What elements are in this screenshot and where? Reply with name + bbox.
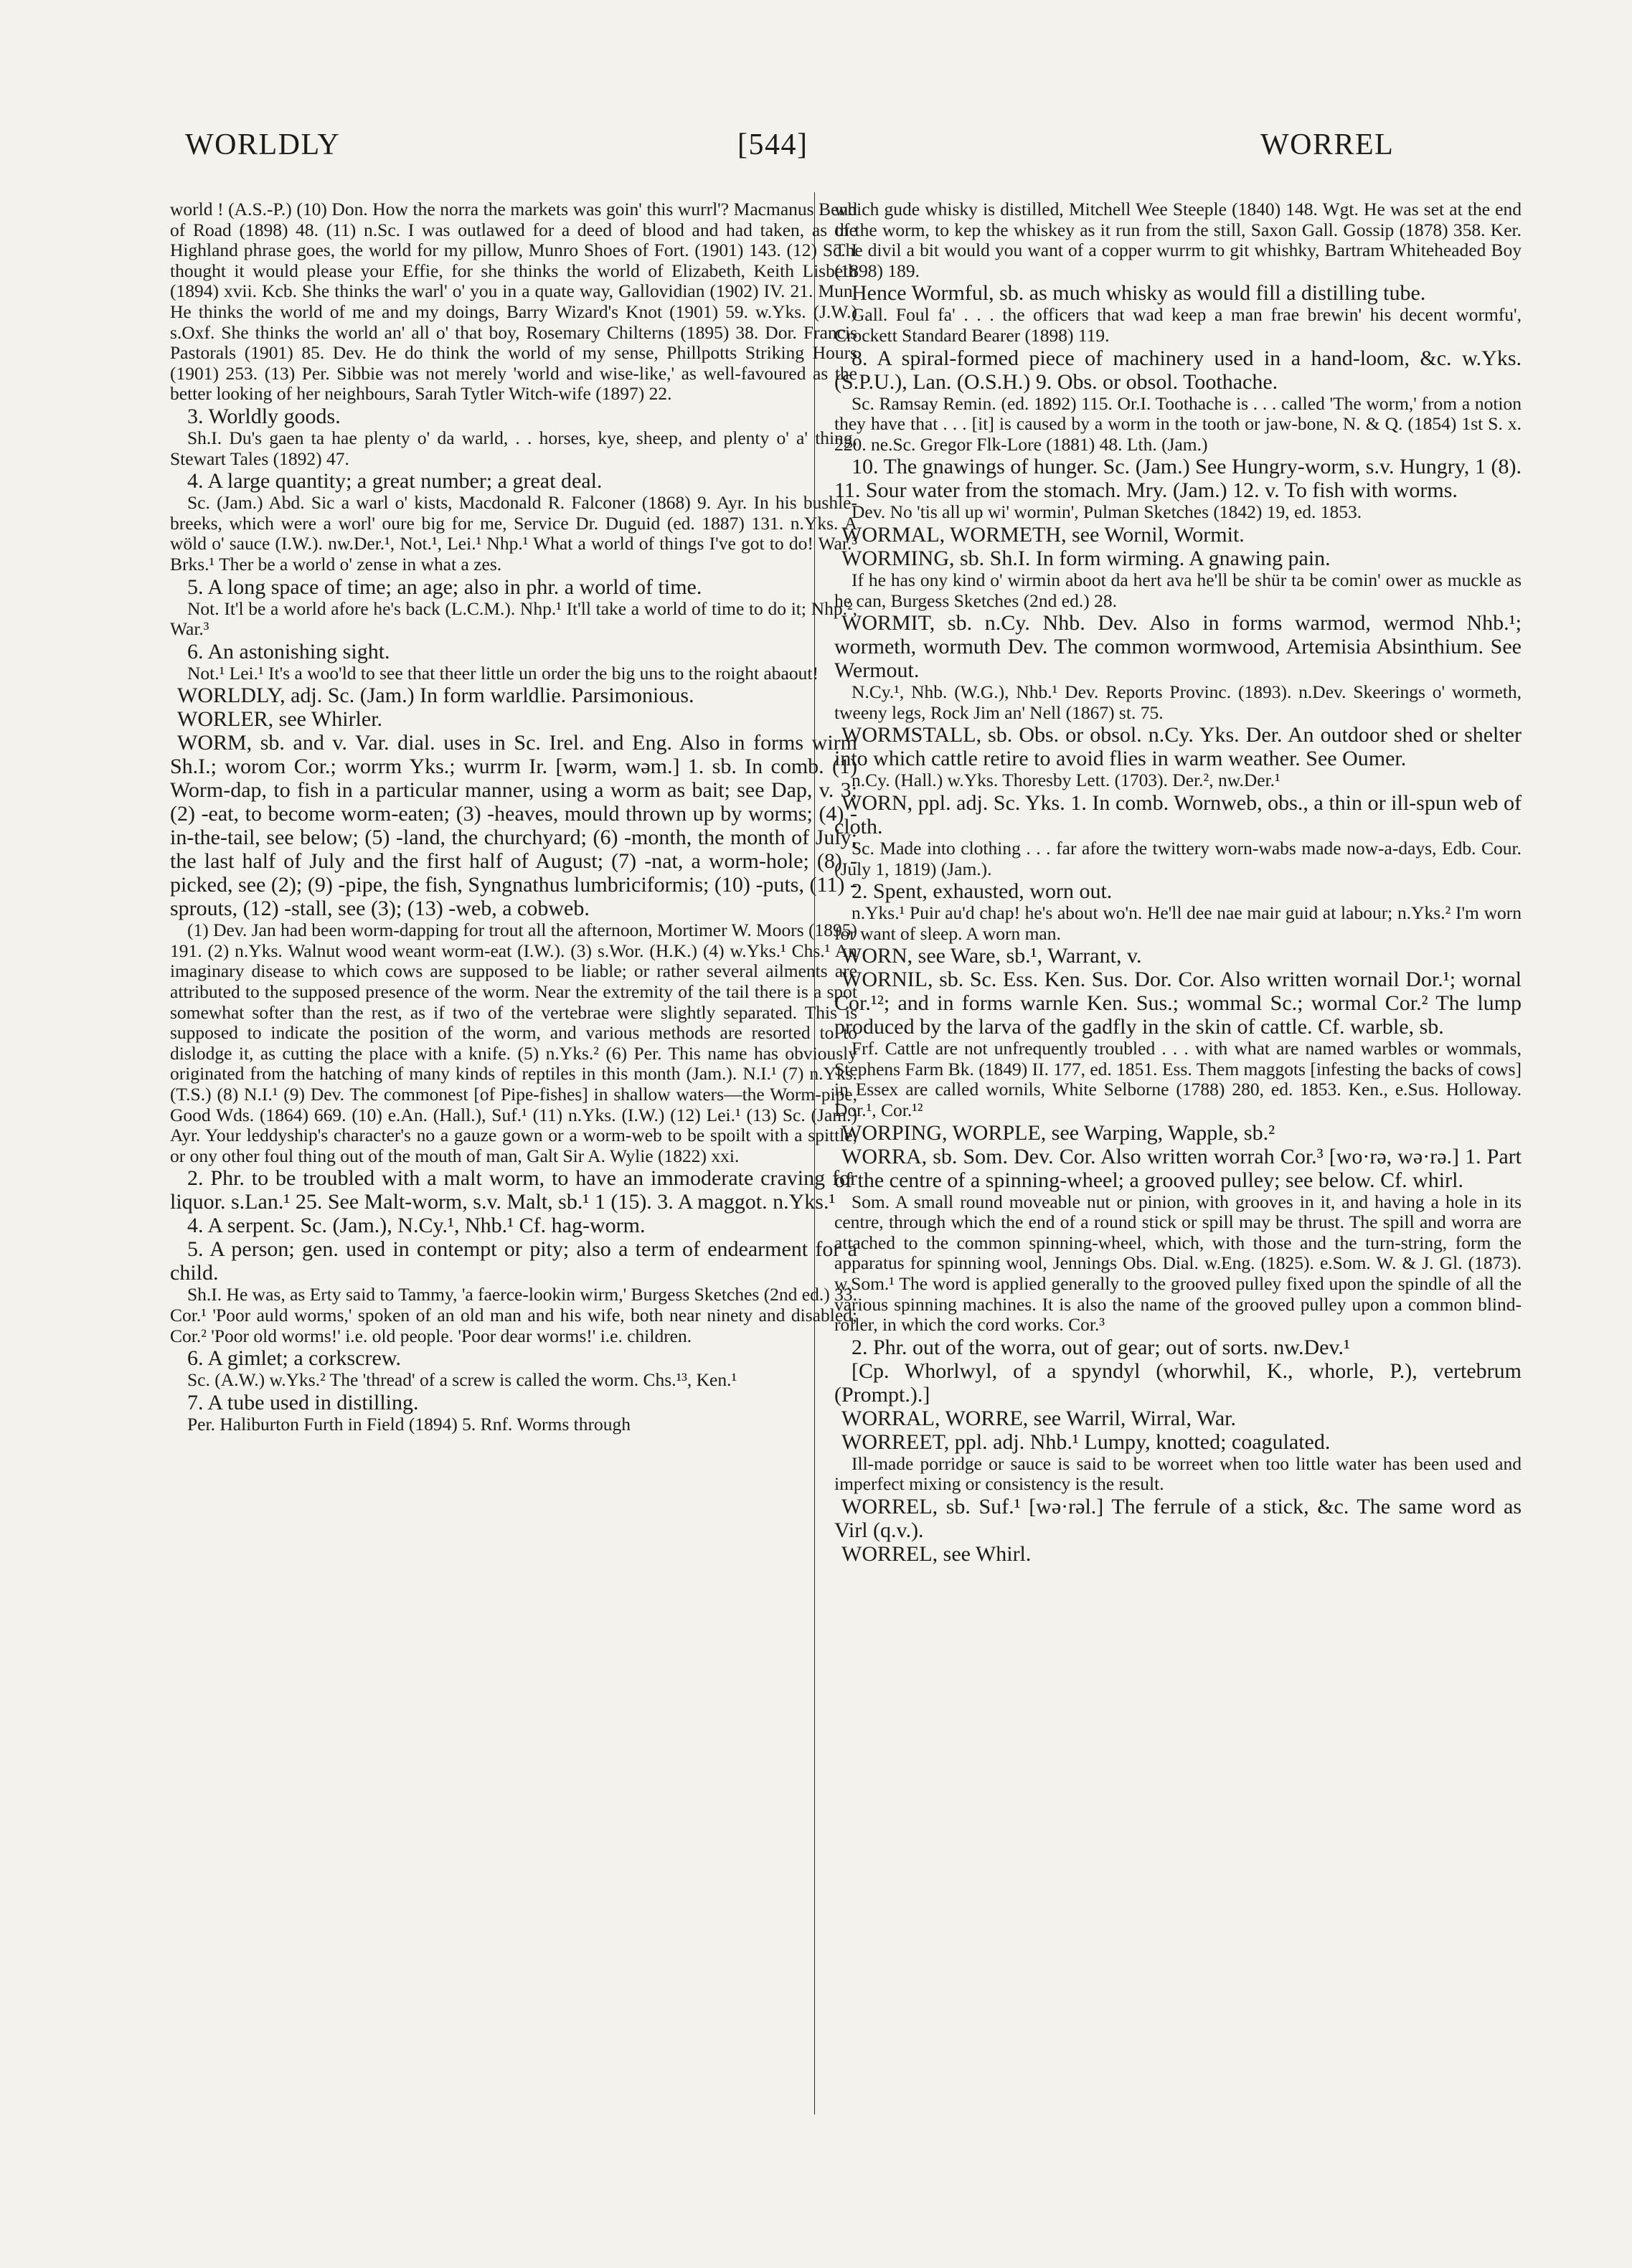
citation-paragraph: Not.¹ Lei.¹ It's a woo'ld to see that theer little un order the big uns to the roight abaout! [187,662,819,684]
page-number: [544] [737,128,808,161]
citation-paragraph: Sc. Made into clothing . . . far afore the twittery worn-wabs made now-a-days, Edb. Cour. (July 1, 1819) (Jam.). [834,837,1522,879]
entry-paragraph: WORREET, ppl. adj. Nhb.¹ Lumpy, knotted; coagulated. [841,1430,1331,1454]
entry-paragraph: 5. A long space of time; an age; also in phr. a world of time. [187,575,702,599]
entry-paragraph: WORLER, see Whirler. [177,707,383,732]
citation-paragraph: N.Cy.¹, Nhb. (W.G.), Nhb.¹ Dev. Reports Provinc. (1893). n.Dev. Skeerings o' wormeth, tweeny legs, Rock Jim an' Nell (1867) st. 75. [834,681,1522,723]
citation-paragraph: Sh.I. Du's gaen ta hae plenty o' da warld, . . horses, kye, sheep, and plenty o' a' thing, Stewart Tales (1892) 47. [170,427,857,469]
entry-paragraph: WORNIL, sb. Sc. Ess. Ken. Sus. Dor. Cor. Also written wornail Dor.¹; wornal Cor.¹²; and in forms warnle Ken. Sus.; wommal Sc.; wormal Cor.² The lump produced by the larva of the gadfly in the skin of cattle. Cf. warble, sb. [834,968,1522,1039]
entry-paragraph: WORMSTALL, sb. Obs. or obsol. n.Cy. Yks. Der. An outdoor shed or shelter into which cattle retire to avoid flies in warm weather. See Oumer. [834,723,1522,771]
right-column [834,199,1522,1566]
citation-paragraph: Sc. (A.W.) w.Yks.² The 'thread' of a screw is called the worm. Chs.¹³, Ken.¹ [187,1369,737,1391]
citation-paragraph: n.Yks.¹ Puir au'd chap! he's about wo'n. He'll dee nae mair guid at labour; n.Yks.² I'm worn for want of sleep. A worn man. [834,902,1522,944]
header-right-headword: WORREL [1260,128,1395,161]
citation-paragraph: Per. Haliburton Furth in Field (1894) 5. Rnf. Worms through [187,1413,631,1435]
entry-paragraph: WORMIT, sb. n.Cy. Nhb. Dev. Also in forms warmod, wermod Nhb.¹; wormeth, wormuth Dev. The common wormwood, Artemisia Absinthium. See Wermout. [834,611,1522,683]
entry-paragraph: 2. Phr. out of the worra, out of gear; out of sorts. nw.Dev.¹ [852,1335,1350,1359]
entry-paragraph: WORLDLY, adj. Sc. (Jam.) In form warldlie. Parsimonious. [177,684,694,708]
entry-paragraph: WORREL, sb. Suf.¹ [wə·rəl.] The ferrule of a stick, &c. The same word as Virl (q.v.). [834,1495,1522,1542]
citation-paragraph: Sc. (Jam.) Abd. Sic a warl o' kists, Macdonald R. Falconer (1868) 9. Ayr. In his bushle-breeks, which were a worl' oure big for me, Service Dr. Duguid (ed. 1887) 131. n.Yks. A wöld o' sauce (I.W.). nw.Der.¹, Not.¹, Lei.¹ Nhp.¹ What a world of things I've got to do! War.³ Brks.¹ Ther be a world o' zense in what a zes. [170,492,857,575]
entry-paragraph: 6. A gimlet; a corkscrew. [187,1346,401,1371]
entry-paragraph: 7. A tube used in distilling. [187,1390,419,1414]
entry-paragraph: 10. The gnawings of hunger. Sc. (Jam.) See Hungry-worm, s.v. Hungry, 1 (8). 11. Sour water from the stomach. Mry. (Jam.) 12. v. To fish with worms. [834,455,1522,503]
entry-paragraph: WORMING, sb. Sh.I. In form wirming. A gnawing pain. [841,546,1331,570]
citation-paragraph: which gude whisky is distilled, Mitchell Wee Steeple (1840) 148. Wgt. He was set at the end of the worm, to kep the whiskey as it run from the still, Saxon Gall. Gossip (1878) 358. Ker. The divil a bit would you want of a copper wurrm to git whishky, Bartram Whiteheaded Boy (1898) 189. [834,199,1522,281]
entry-paragraph: 8. A spiral-formed piece of machinery used in a hand-loom, &c. w.Yks. (S.P.U.), Lan. (O.S.H.) 9. Obs. or obsol. Toothache. [834,346,1522,394]
entry-paragraph: 4. A serpent. Sc. (Jam.), N.Cy.¹, Nhb.¹ Cf. hag-worm. [187,1214,646,1238]
citation-paragraph: n.Cy. (Hall.) w.Yks. Thoresby Lett. (1703). Der.², nw.Der.¹ [852,770,1280,791]
entry-paragraph: 6. An astonishing sight. [187,639,390,663]
entry-paragraph: WORRAL, WORRE, see Warril, Wirral, War. [841,1406,1236,1430]
citation-paragraph: Frf. Cattle are not unfrequently troubled . . . with what are named warbles or wommals, Stephens Farm Bk. (1849) II. 177, ed. 1851. Ess. Them maggots [infesting the backs of cows] in Essex are called wornils, White Selborne (1788) 280, ed. 1853. Ken., e.Sus. Holloway. Dor.¹, Cor.¹² [834,1038,1522,1121]
citation-paragraph: Gall. Foul fa' . . . the officers that wad keep a man frae brewin' his decent wormfu', Crockett Standard Bearer (1898) 119. [834,304,1522,346]
citation-paragraph: (1) Dev. Jan had been worm-dapping for trout all the afternoon, Mortimer W. Moors (1895) 191. (2) n.Yks. Walnut wood weant worm-eat (I.W.). (3) s.Wor. (H.K.) (4) w.Yks.¹ Chs.¹ An imaginary disease to which cows are supposed to be liable; or rather several ailments are attributed to the supposed presence of the worm. Near the extremity of the tail there is a spot somewhat softer than the rest, as if two of the vertebrae were slightly separated. This is supposed to indicate the position of the worm, and various methods are resorted to to dislodge it, as cutting the place with a knife. (5) n.Yks.² (6) Per. This name has obviously originated from the hatching of many kinds of reptiles in this month (Jam.). N.I.¹ (7) n.Yks. (T.S.) (8) N.I.¹ (9) Dev. The commonest [of Pipe-fishes] in shallow waters—the Worm-pipe, Good Wds. (1864) 669. (10) e.An. (Hall.), Suf.¹ (11) n.Yks. (I.W.) (12) Lei.¹ (13) Sc. (Jam.) Ayr. Your leddyship's character's no a gauze gown or a worm-web to be spoilt with a spittle, or ony other foul thing out of the mouth of man, Galt Sir A. Wylie (1822) xxi. [170,920,857,1166]
citation-paragraph: Sc. Ramsay Remin. (ed. 1892) 115. Or.I. Toothache is . . . called 'The worm,' from a notion they have that . . . [it] is caused by a worm in the tooth or jaw-bone, N. & Q. (1854) 1st S. x. 220. ne.Sc. Gregor Flk-Lore (1881) 48. Lth. (Jam.) [834,392,1522,455]
entry-paragraph: 2. Phr. to be troubled with a malt worm, to have an immoderate craving for liquor. s.Lan.¹ 25. See Malt-worm, s.v. Malt, sb.¹ 1 (15). 3. A maggot. n.Yks.¹ [170,1166,857,1214]
citation-paragraph: Som. A small round moveable nut or pinion, with grooves in it, and having a hole in its centre, through which the end of a round stick or spill may be thrust. The spill and worra are attached to the common spinning-wheel, which, with those and the turn-string, form the apparatus for spinning wool, Jennings Obs. Dial. w.Eng. (1825). e.Som. W. & J. Gl. (1873). w.Som.¹ The word is applied generally to the grooved pulley fixed upon the spindle of all the various spinning machines. It is also the name of the grooved pulley upon a common blind-roller, in which the cord works. Cor.³ [834,1191,1522,1336]
citation-paragraph: Not. It'l be a world afore he's back (L.C.M.). Nhp.¹ It'll take a world of time to do it; Nhp.², War.³ [170,597,857,640]
entry-paragraph: WORMAL, WORMETH, see Wornil, Wormit. [841,522,1245,547]
entry-paragraph: 5. A person; gen. used in contempt or pity; also a term of endearment for a child. [170,1237,857,1285]
entry-paragraph: Hence Wormful, sb. as much whisky as would fill a distilling tube. [852,281,1426,306]
citation-paragraph: Sh.I. He was, as Erty said to Tammy, 'a faerce-lookin wirm,' Burgess Sketches (2nd ed.) 33. Cor.¹ 'Poor auld worms,' spoken of an old man and his wife, both near ninety and disabled; Cor.² 'Poor old worms!' i.e. old people. 'Poor dear worms!' i.e. children. [170,1284,857,1346]
citation-paragraph: Ill-made porridge or sauce is said to be worreet when too little water has been used and imperfect mixing or consistency is the result. [834,1452,1522,1495]
entry-paragraph: WORN, ppl. adj. Sc. Yks. 1. In comb. Wornweb, obs., a thin or ill-spun web of cloth. [834,790,1522,838]
entry-paragraph: WORPING, WORPLE, see Warping, Wapple, sb.² [841,1120,1275,1145]
entry-paragraph: [Cp. Whorlwyl, of a spyndyl (whorwhil, K., whorle, P.), vertebrum (Prompt.).] [834,1359,1522,1407]
header-left-headword: WORLDLY [185,128,341,161]
entry-paragraph: 2. Spent, exhausted, worn out. [852,879,1113,904]
entry-paragraph: WORN, see Ware, sb.¹, Warrant, v. [841,944,1142,968]
entry-paragraph: WORM, sb. and v. Var. dial. uses in Sc. Irel. and Eng. Also in forms wirm Sh.I.; worom Cor.; worrm Yks.; wurrm Ir. [wərm, wəm.] 1. sb. In comb. (1) Worm-dap, to fish in a particular manner, using a worm as bait; see Dap, v. 3; (2) -eat, to become worm-eaten; (3) -heaves, mould thrown up by worms; (4) -in-the-tail, see below; (5) -land, the churchyard; (6) -month, the month of July; the last half of July and the first half of August; (7) -nat, a worm-hole; (8) -picked, see (2); (9) -pipe, the fish, Syngnathus lumbriciformis; (10) -puts, (11) -sprouts, (12) -stall, see (3); (13) -web, a cobweb. [170,731,857,921]
entry-paragraph: WORRA, sb. Som. Dev. Cor. Also written worrah Cor.³ [wo·rə, wə·rə.] 1. Part of the centre of a spinning-wheel; a grooved pulley; see below. Cf. whirl. [834,1144,1522,1192]
left-column [170,199,857,1435]
entry-paragraph: 4. A large quantity; a great number; a great deal. [187,469,603,493]
citation-paragraph: Dev. No 'tis all up wi' wormin', Pulman Sketches (1842) 19, ed. 1853. [852,501,1362,523]
citation-paragraph: If he has ony kind o' wirmin aboot da hert ava he'll be shür ta be comin' ower as muckle as he can, Burgess Sketches (2nd ed.) 28. [834,569,1522,611]
citation-paragraph: world ! (A.S.-P.) (10) Don. How the norra the markets was goin' this wurrl'? Macmanus Bend of Road (1898) 48. (11) n.Sc. I was outlawed for a deed of blood and had taken, as the Highland phrase goes, the world for my pillow, Munro Shoes of Fort. (1901) 143. (12) Sc. I thought it would please your Effie, for she thinks the world of Elizabeth, Keith Lisbeth (1894) xvii. Kcb. She thinks the warl' o' you in a quate way, Gallovidian (1902) IV. 21. Mun. He thinks the world of me and my doings, Barry Wizard's Knot (1901) 59. w.Yks. (J.W.) s.Oxf. She thinks the world an' all o' that boy, Rosemary Chilterns (1895) 38. Dor. Francis Pastorals (1901) 85. Dev. He do think the world of my sense, Phillpotts Striking Hours (1901) 253. (13) Per. Sibbie was not merely 'world and wise-like,' as well-favoured as the better looking of her neighbours, Sarah Tytler Witch-wife (1897) 22. [170,199,857,405]
entry-paragraph: WORREL, see Whirl. [841,1542,1032,1566]
entry-paragraph: 3. Worldly goods. [187,404,341,428]
